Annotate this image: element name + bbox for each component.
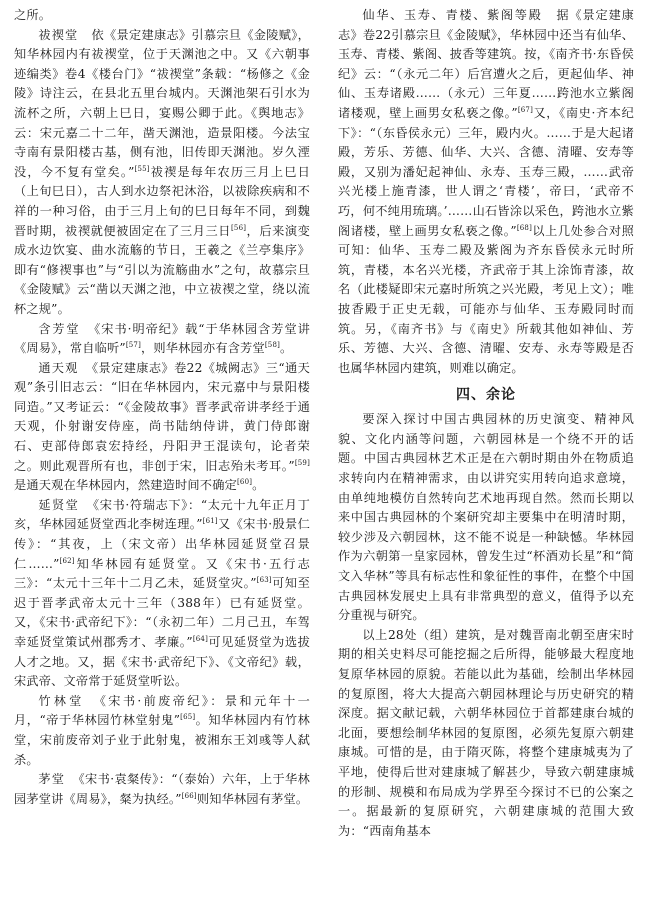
citation-marker: [57] [125, 341, 141, 350]
entry-title: 茅堂 [38, 772, 66, 787]
paragraph-text: 《宋书·袁粲传》：“（泰始）六年，上于华林园茅堂讲《周易》，粲为执经。”[66]则知华林园有茅堂。 [14, 772, 310, 806]
paragraph [14, 770, 310, 809]
citation-marker: [68] [516, 223, 532, 232]
paragraph-text: 《宋书·前废帝纪》：景和元年十一月，“帝于华林园竹林堂射鬼”[65]。知华林园内有竹林堂，宋前废帝刘子业于此射鬼，被湘东王刘彧等人弑杀。 [14, 693, 311, 767]
citation-marker: [55] [134, 164, 150, 173]
citation-marker: [64] [192, 634, 208, 643]
citation-marker: [63] [256, 576, 272, 585]
paragraph-text: 《宋书·明帝纪》载“于华林园含芳堂讲《周易》，常自临听”[57]，则华林园亦有含芳堂[58]。 [14, 321, 311, 356]
citation-marker: [62] [59, 556, 75, 565]
paragraph [14, 496, 310, 692]
citation-marker: [56] [231, 223, 247, 232]
entry-title: 通天观 [38, 360, 79, 375]
paragraph [338, 6, 634, 378]
citation-marker: [59] [294, 458, 310, 467]
paragraph [338, 626, 634, 842]
paragraph [14, 359, 310, 496]
citation-marker: [67] [517, 105, 534, 114]
paragraph-text: 《景定建康志》卷22《城阙志》三“通天观”条引旧志云：“旧在华林园内，宋元嘉中与景阳楼同造。”又考证云：“《金陵故事》晋孝武帝讲孝经于通天观，仆射谢安侍座，尚书陆纳侍讲，黄门侍郎谢石、吏部侍郎袁宏持经，丹阳尹王混读句，论者荣之。则此观晋所有也，非创于宋，旧志殆未考耳。”[59]是通天观在华林园内，然建造时间不确定[60]。 [14, 360, 311, 493]
paragraph [338, 410, 634, 626]
paragraph [14, 692, 310, 770]
paragraph [14, 6, 310, 26]
paragraph-text: 以上28处（组）建筑，是对魏晋南北朝至唐宋时期的相关史料尽可能挖掘之后所得，能够最大程度地复原华林园的原貌。若能以此为基础，绘制出华林园的复原图，将大大提高六朝园林理论与历史研究的精深度。据文献记载，六朝华林园位于首都建康台城的北面，要想绘制华林园的复原图，必须先复原六朝建康城。可惜的是，由于隋灭陈，将整个建康城夷为了平地，使得后世对建康城了解甚少，导致六朝建康城的形制、规模和布局成为学界至今探讨不已的公案之一。据最新的复原研究，六朝建康城的范围大致为：“西南角基本 [338, 627, 634, 838]
right-column [338, 6, 634, 841]
paragraph [14, 26, 310, 320]
paragraph-text: 之所。 [14, 8, 52, 22]
section-heading: 四、余论 [456, 387, 516, 404]
citation-marker: [65] [180, 713, 196, 722]
entry-title: 竹林堂 [38, 693, 85, 708]
citation-marker: [66] [181, 791, 197, 800]
left-column [14, 6, 310, 809]
paragraph-text: 据《景定建康志》卷22引慕宗旦《金陵赋》，华林园中还当有仙华、玉寿、青楼、紫阁、披香等建筑。按，《南齐书·东昏侯纪》云：“（永元二年）后宫遭火之后，更起仙华、神仙、玉寿诸殿……（永元）三年夏……跨池水立紫阁诸楼观，壁上画男女私亵之像。”[67]又，《南史·齐本纪下》：“（东昏侯永元）三年，殿内火。……于是大起诸殿，芳乐、芳德、仙华、大兴、含德、清曜、安寿等殿，又别为潘妃起神仙、永寿、玉寿三殿，……武帝兴光楼上施青漆，世人谓之‘青楼’，帝曰，‘武帝不巧，何不纯用琉璃。’……山石皆涂以采色，跨池水立紫阁诸楼，壁上画男女私亵之像。”[68]以上几处参合对照可知：仙华、玉寿二殿及紫阁为齐东昏侯永元时所筑，青楼，本名兴光楼，齐武帝于其上涂饰青漆，故名（此楼疑即宋元嘉时所筑之兴光殿，考见上文）；唯披香殿于正史无载，可能亦与仙华、玉寿殿同时而筑。另，《南齐书》与《南史》所载其他如神仙、芳乐、芳德、大兴、含德、清曜、安寿、永寿等殿是否也属华林园内建筑，则难以确定。 [338, 8, 635, 375]
entry-title: 祓禊堂 [38, 27, 79, 42]
entry-title: 仙华、玉寿、青楼、紫阁等殿 [362, 8, 543, 22]
paragraph-text: 要深入探讨中国古典园林的历史演变、精神风貌、文化内涵等问题，六朝园林是一个绕不开的话题。中国古典园林艺术正是在六朝时期由外在物质追求转向内在精神需求，由以讲究实用转向追求意境，由单纯地模仿自然转向艺术地再现自然。然而长期以来中国古典园林的个案研究却主要集中在明清时期，较少涉及六朝园林，这不能不说是一种缺憾。华林园作为六朝第一皇家园林，曾发生过“杯酒劝长星”和“简文入华林”等具有标志性和象征性的事件，在整个中国古典园林发展史上具有非常典型的意义，值得予以充分重视与研究。 [338, 412, 634, 623]
entry-title: 延贤堂 [38, 497, 80, 512]
paragraph-text: 依《景定建康志》引慕宗旦《金陵赋》，知华林园内有祓禊堂，位于天渊池之中。又《六朝事迹编类》卷4《楼台门》“祓禊堂”条载：“杨修之《金陵》诗注云，在县北五里台城内。天渊池架石引水为流杯之所，六朝上巳日，宴赐公卿于此。《舆地志》云：宋元嘉二十二年，凿天渊池，造景阳楼。今法宝寺南有景阳楼古基，侧有池，旧传即天渊池。岁久湮没，今不复有堂矣。”[55]祓禊是每年农历三月上巳日（上旬巳日），古人到水边祭祀沐浴，以祓除疾病和不祥的一种习俗，由于三月上旬的巳日每年不同，到魏晋时期，祓禊就便被固定在了三月三日[56]，后来演变成水边饮宴、曲水流觞的节日，王羲之《兰亭集序》即有“修禊事也”与“引以为流觞曲水”之句，故慕宗旦《金陵赋》云“凿以天渊之池，中立祓禊之堂，绕以流杯之规”。 [14, 27, 311, 316]
paragraph-text: 《宋书·符瑞志下》：“太元十九年正月丁亥，华林园延贤堂西北李树连理。”[61]又《宋书·殷景仁传》：“其夜，上（宋文帝）出华林园延贤堂召景仁……”[62]知华林园有延贤堂。又《宋书·五行志三》：“太元十三年十二月乙未，延贤堂灾。”[63]可知至迟于晋孝武帝太元十三年（388年）已有延贤堂。又，《宋书·武帝纪下》：“（永初二年）二月己丑，车驾幸延贤堂策试州郡秀才、孝廉。”[64]可见延贤堂为选拔人才之地。又，据《宋书·武帝纪下》、《文帝纪》载，宋武帝、文帝常于延贤堂听讼。 [14, 497, 311, 689]
citation-marker: [61] [202, 517, 218, 526]
citation-marker: [60] [236, 478, 253, 487]
entry-title: 含芳堂 [38, 321, 81, 336]
citation-marker: [58] [264, 341, 281, 350]
paragraph [14, 320, 310, 359]
